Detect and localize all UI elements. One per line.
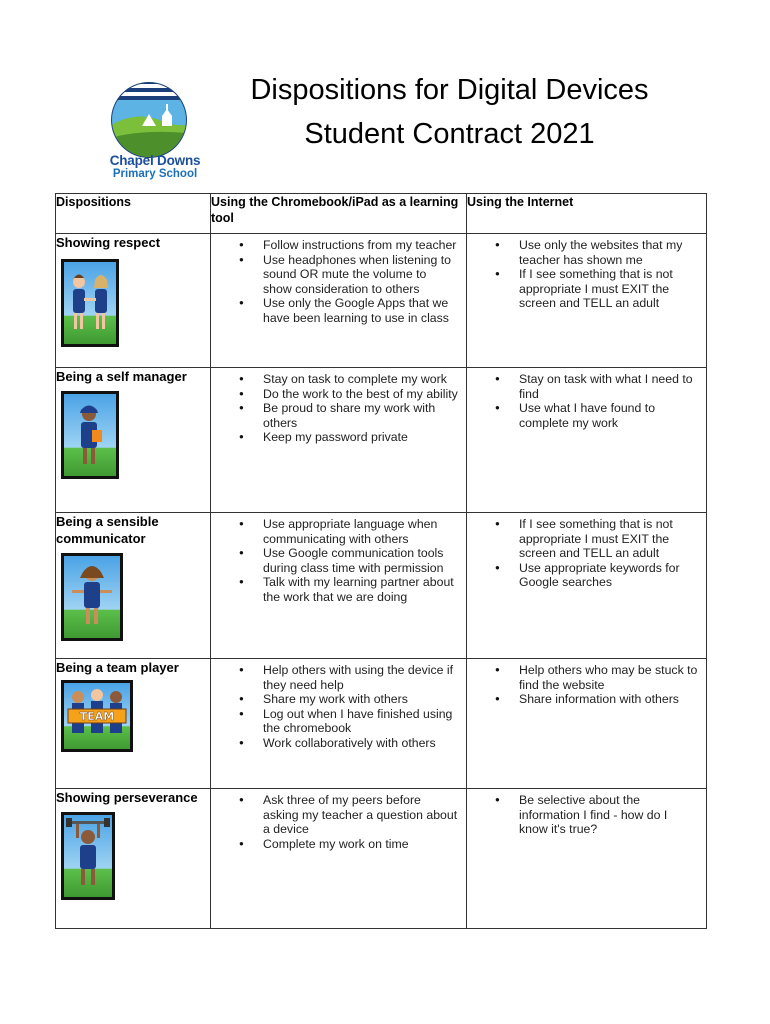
internet-list (467, 234, 706, 311)
disposition-name: Being a sensible communicator (56, 514, 159, 546)
list-item: ● Work collaboratively with others (263, 736, 458, 751)
disposition-name: Showing respect (56, 235, 161, 250)
table-row (56, 513, 707, 659)
list-item: ● Be proud to share my work with others (263, 401, 458, 430)
chromebook-cell (211, 659, 467, 789)
student-lifting-weights-icon (61, 812, 115, 900)
internet-list (467, 513, 706, 590)
chromebook-cell (211, 368, 467, 513)
chromebook-list (211, 234, 466, 326)
internet-cell (467, 513, 707, 659)
list-item: ● Use what I have found to complete my work (519, 401, 698, 430)
list-item: ● Do the work to the best of my ability (263, 387, 458, 402)
student-with-book-icon (61, 391, 119, 479)
team-students-icon (61, 680, 133, 752)
list-item: ● Talk with my learning partner about the work that we are doing (263, 575, 458, 604)
list-item: ● Complete my work on time (263, 837, 458, 852)
internet-cell (467, 789, 707, 929)
list-item: ● Follow instructions from my teacher (263, 238, 458, 253)
list-item: ● Use only the websites that my teacher has shown me (519, 238, 698, 267)
internet-cell (467, 234, 707, 368)
list-item: ● Use only the Google Apps that we have been learning to use in class (263, 296, 458, 325)
disposition-cell (56, 368, 211, 513)
list-item: ● Stay on task with what I need to find (519, 372, 698, 401)
disposition-cell (56, 789, 211, 929)
table-row (56, 368, 707, 513)
list-item: ● Use Google communication tools during class time with permission (263, 546, 458, 575)
list-item: ● If I see something that is not appropriate I must EXIT the screen and TELL an adult (519, 267, 698, 311)
internet-list (467, 659, 706, 707)
internet-list (467, 789, 706, 837)
chromebook-cell (211, 789, 467, 929)
table-header-row (56, 194, 707, 234)
list-item: ● Stay on task to complete my work (263, 372, 458, 387)
disposition-cell (56, 513, 211, 659)
chromebook-cell (211, 234, 467, 368)
list-item: ● Share information with others (519, 692, 698, 707)
title-line-1: Dispositions for Digital Devices (250, 74, 649, 106)
disposition-cell (56, 659, 211, 789)
disposition-name: Being a team player (56, 660, 179, 675)
header-internet: Using the Internet (467, 194, 707, 234)
list-item: ● Keep my password private (263, 430, 458, 445)
list-item: ● If I see something that is not appropriate I must EXIT the screen and TELL an adult (519, 517, 698, 561)
logo-school-name: Chapel Downs (109, 153, 201, 168)
chromebook-list (211, 368, 466, 445)
list-item: ● Help others who may be stuck to find the website (519, 663, 698, 692)
table-row (56, 659, 707, 789)
chromebook-list (211, 789, 466, 851)
internet-cell (467, 368, 707, 513)
chromebook-cell (211, 513, 467, 659)
list-item: ● Help others with using the device if they need help (263, 663, 458, 692)
list-item: ● Share my work with others (263, 692, 458, 707)
list-item: ● Log out when I have finished using the chromebook (263, 707, 458, 736)
header-chromebook: Using the Chromebook/iPad as a learning tool (211, 194, 467, 234)
internet-cell (467, 659, 707, 789)
girl-student-icon (61, 553, 123, 641)
logo-school-subtitle: Primary School (112, 168, 198, 180)
chromebook-list (211, 513, 466, 605)
disposition-name: Showing perseverance (56, 790, 198, 805)
disposition-cell (56, 234, 211, 368)
list-item: ● Use appropriate keywords for Google searches (519, 561, 698, 590)
contract-table (55, 193, 707, 929)
list-item: ● Use headphones when listening to sound OR mute the volume to show consideration to others (263, 253, 458, 297)
school-crest-icon (104, 78, 214, 158)
list-item: ● Be selective about the information I find - how do I know it's true? (519, 793, 698, 837)
chromebook-list (211, 659, 466, 751)
list-item: ● Use appropriate language when communicating with others (263, 517, 458, 546)
table-row (56, 789, 707, 929)
disposition-name: Being a self manager (56, 369, 187, 384)
internet-list (467, 368, 706, 430)
table-row (56, 234, 707, 368)
team-sign-text: TEAM (79, 710, 115, 723)
header-dispositions: Dispositions (56, 194, 211, 234)
title-line-2: Student Contract 2021 (304, 118, 595, 150)
students-shaking-hands-icon (61, 259, 119, 347)
page-title (222, 68, 677, 156)
list-item: ● Ask three of my peers before asking my teacher a question about a device (263, 793, 458, 837)
